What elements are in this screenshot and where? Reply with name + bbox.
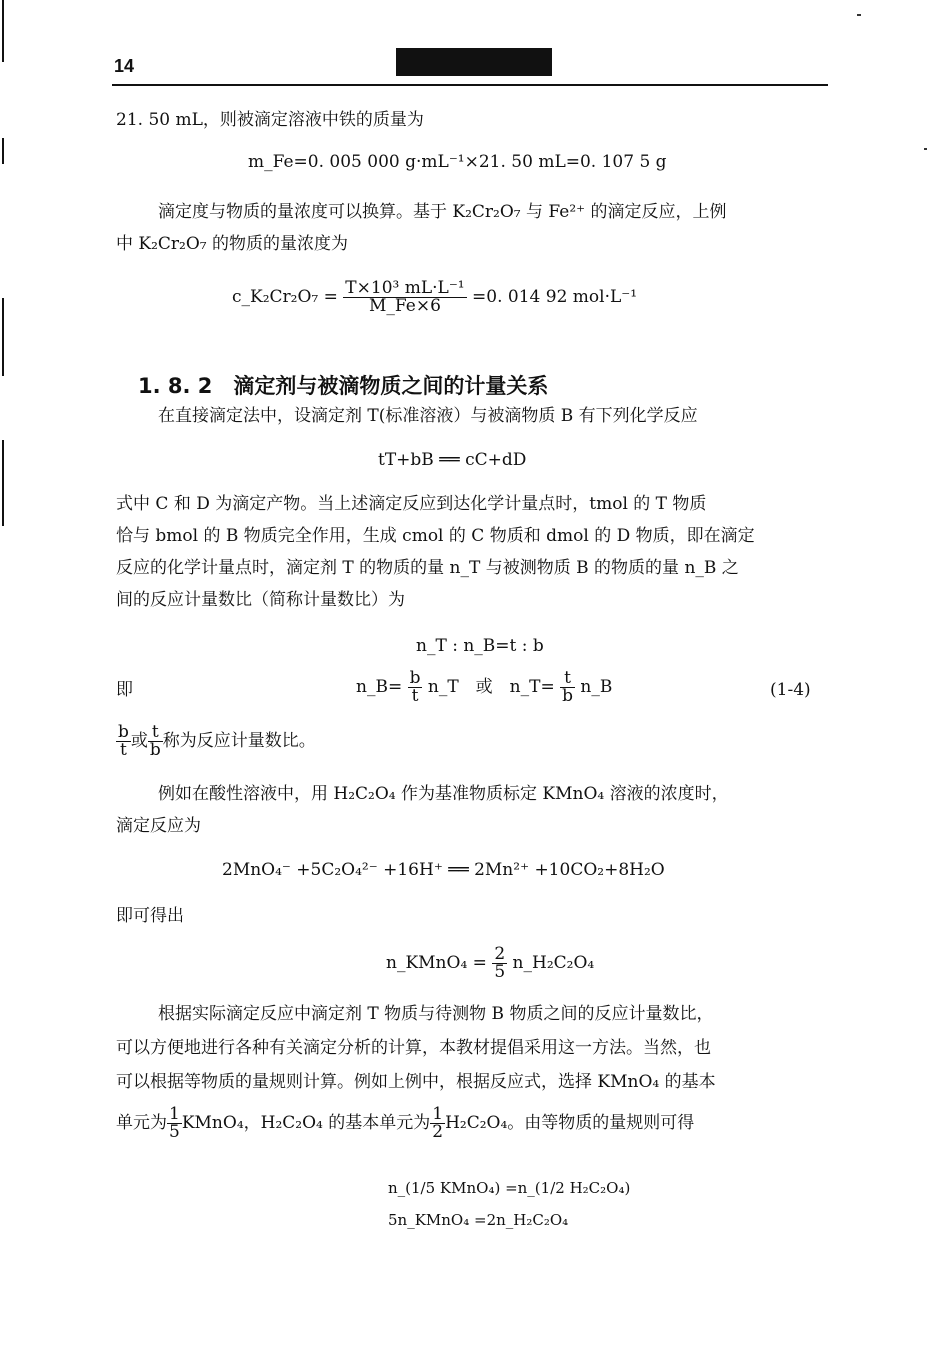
ratio-num-2: t: [148, 724, 163, 742]
eq14-num-2: t: [560, 670, 575, 688]
running-header-block: [396, 48, 552, 76]
equation-n-kmno4: [386, 946, 594, 981]
eq14-fraction-2: [560, 670, 575, 705]
equation-1-4: [356, 670, 612, 705]
basic-unit-text-c: H₂C₂O₄。由等物质的量规则可得: [445, 1113, 695, 1133]
eq-nk-fraction: [492, 946, 507, 981]
ratio-den-2: b: [149, 740, 161, 760]
eq14-den-1: t: [411, 686, 419, 706]
body-line: 可以方便地进行各种有关滴定分析的计算，本教材提倡采用这一方法。当然，也: [116, 1038, 711, 1058]
bu-den-1: 5: [169, 1122, 180, 1142]
body-line: 中 K₂Cr₂O₇ 的物质的量浓度为: [116, 234, 349, 254]
body-line: 滴定度与物质的量浓度可以换算。基于 K₂Cr₂O₇ 与 Fe²⁺ 的滴定反应，上例: [158, 202, 727, 222]
body-line: 根据实际滴定反应中滴定剂 T 物质与待测物 B 物质之间的反应计量数比，: [158, 1004, 714, 1024]
body-line: 在直接滴定法中，设滴定剂 T(标准溶液）与被滴物质 B 有下列化学反应: [158, 406, 698, 426]
eq-nk-rhs: n_H₂C₂O₄: [512, 953, 595, 973]
eq14-part-e: n_B: [580, 677, 613, 697]
margin-bar-2: [2, 138, 4, 164]
body-line: 可以根据等物质的量规则计算。例如上例中，根据反应式，选择 KMnO₄ 的基本: [116, 1072, 716, 1092]
equation-number: (1-4): [770, 680, 811, 700]
basic-unit-text-a: 单元为: [116, 1113, 167, 1133]
eq-denominator: M_Fe×6: [369, 296, 441, 316]
basic-unit-fraction-1: [167, 1106, 182, 1141]
equation-final-2: 5n_KMnO₄ =2n_H₂C₂O₄: [388, 1211, 569, 1229]
ratio-caption: 称为反应计量数比。: [162, 731, 316, 751]
equation-concentration: [232, 280, 637, 315]
eq14-fraction-1: [408, 670, 423, 705]
basic-unit-line: [116, 1106, 694, 1141]
eq-numerator: T×10³ mL·L⁻¹: [345, 278, 465, 298]
equation-reaction: tT+bB ══ cC+dD: [378, 450, 527, 470]
basic-unit-fraction-2: [430, 1106, 445, 1141]
eq14-part-a: n_B=: [356, 677, 403, 697]
eq-nk-den: 5: [494, 962, 506, 982]
eq-rhs: =0. 014 92 mol·L⁻¹: [472, 287, 638, 307]
margin-bar-1: [2, 0, 4, 62]
eq-nk-lhs: n_KMnO₄ =: [386, 953, 487, 973]
eq14-part-c: n_T 或 n_T=: [427, 677, 555, 697]
scan-dot: [924, 148, 927, 150]
eq14-num-1: b: [409, 668, 421, 688]
body-line: 例如在酸性溶液中，用 H₂C₂O₄ 作为基准物质标定 KMnO₄ 溶液的浓度时，: [158, 784, 729, 804]
ratio-fraction-1: [116, 724, 131, 759]
bu-num-2: 1: [432, 1104, 444, 1124]
body-line: 滴定反应为: [116, 816, 201, 836]
header-rule: [112, 84, 828, 86]
eq-lhs: c_K₂Cr₂O₇ =: [232, 287, 338, 307]
ratio-definition-line: [116, 724, 316, 759]
body-line: 21. 50 mL，则被滴定溶液中铁的质量为: [116, 110, 424, 130]
margin-bar-3: [2, 298, 4, 376]
section-heading: 1. 8. 2 滴定剂与被滴物质之间的计量关系: [138, 374, 549, 398]
ratio-num-1: b: [118, 722, 129, 742]
body-line: 间的反应计量数比（简称计量数比）为: [116, 590, 405, 610]
margin-bar-4: [2, 440, 4, 526]
bu-den-2: 2: [432, 1122, 444, 1142]
equation-ratio: n_T : n_B=t : b: [416, 636, 544, 656]
equation-final-1: n_(1/5 KMnO₄) =n_(1/2 H₂C₂O₄): [388, 1179, 631, 1197]
scan-dot: [857, 14, 861, 16]
eq14-den-2: b: [562, 686, 574, 706]
equation-mass-fe: m_Fe=0. 005 000 g·mL⁻¹×21. 50 mL=0. 107 5 g: [248, 152, 667, 172]
eq-fraction: [343, 280, 466, 315]
body-line: 反应的化学计量点时，滴定剂 T 的物质的量 n_T 与被测物质 B 的物质的量 n_B 之: [116, 558, 739, 578]
ratio-or: 或: [130, 731, 148, 751]
bu-num-1: 1: [169, 1104, 180, 1124]
body-line: 恰与 bmol 的 B 物质完全作用，生成 cmol 的 C 物质和 dmol 的 D 物质，即在滴定: [116, 526, 755, 546]
equation-redox: 2MnO₄⁻ +5C₂O₄²⁻ +16H⁺ ══ 2Mn²⁺ +10CO₂+8H₂O: [222, 860, 665, 880]
eq-nk-num: 2: [494, 944, 506, 964]
body-line: 即可得出: [116, 906, 184, 926]
label-ji: 即: [116, 680, 133, 700]
body-line: 式中 C 和 D 为滴定产物。当上述滴定反应到达化学计量点时，tmol 的 T 物质: [116, 494, 707, 514]
ratio-fraction-2: [148, 724, 163, 759]
ratio-den-1: t: [120, 740, 127, 760]
basic-unit-text-b: KMnO₄，H₂C₂O₄ 的基本单元为: [181, 1113, 431, 1133]
page-number: 14: [114, 56, 135, 76]
